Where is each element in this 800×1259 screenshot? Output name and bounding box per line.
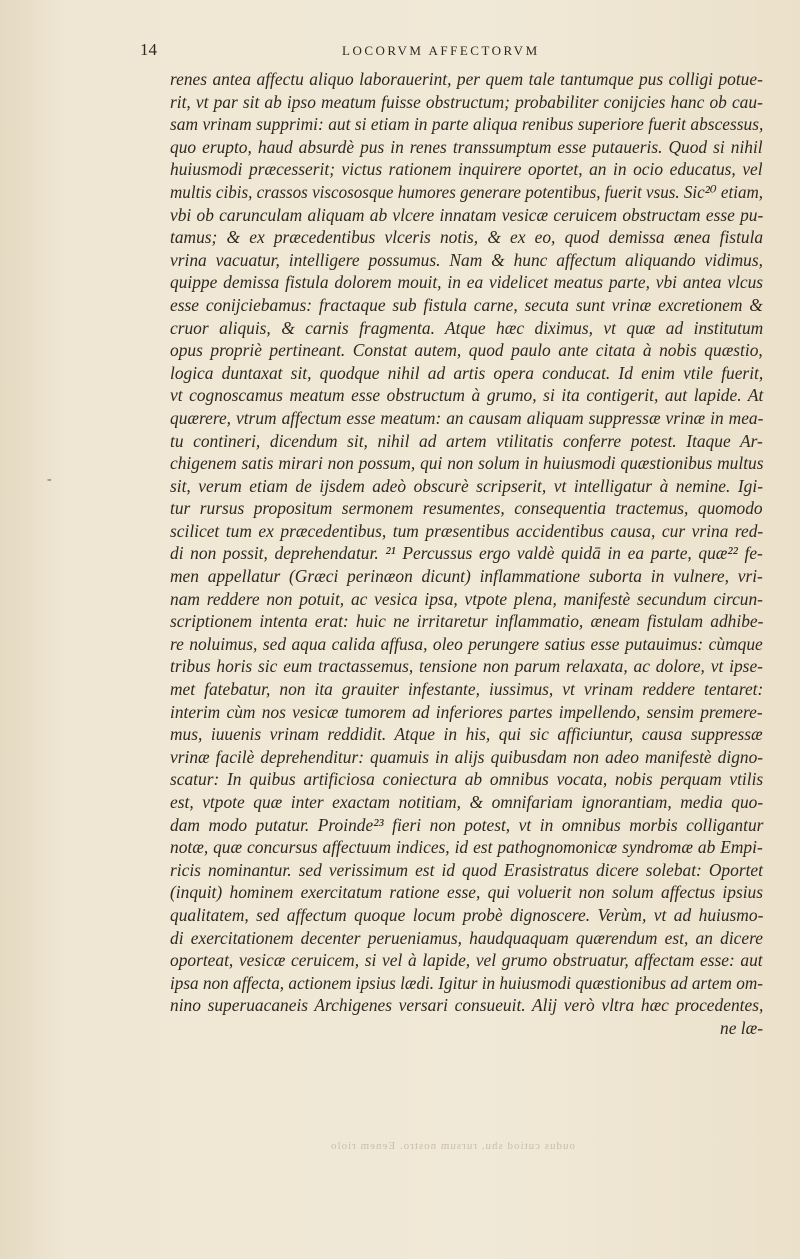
text-line: ricis nominantur. sed verissimum est id quod Erasistratus dicere solebat: Oportet — [170, 859, 763, 880]
text-line: esse conijciebamus: fractaque sub fistula carne, secuta sunt vrinæ excretionem & — [170, 294, 763, 315]
text-line: huiusmodi præcesserit; victus rationem inquirere oportet, an in ocio educatus, vel — [170, 159, 763, 180]
text-line: tu contineri, dicendum sit, nihil ad artem vtilitatis conferre potest. Itaque Ar- — [170, 430, 763, 451]
text-line: di exercitationem decenter perueniamus, haudquaquam quærendum est, an dicere — [170, 927, 763, 948]
running-head — [140, 38, 760, 64]
text-line: quippe demissa fistula dolorem mouit, in ea videlicet meatus parte, vbi antea vlcus — [170, 272, 764, 293]
text-line: multis cibis, crassos viscososque humores generare potentibus, fuerit vsus. Sic²⁰ etiam, — [170, 181, 764, 202]
text-line: mus, iuuenis vrinam reddidit. Atque in his, qui sic afficiuntur, causa suppressæ — [170, 724, 763, 745]
text-line: oporteat, vesicæ ceruicem, si vel à lapide, vel grumo obstruatur, affectam esse: aut — [170, 950, 763, 971]
text-line: tamus; & ex præcedentibus vlceris notis, & ex eo, quod demissa ænea fistula — [170, 227, 764, 248]
text-line: logica duntaxat sit, quodque nihil ad artis opera conducat. Id enim vtile fuerit, — [170, 362, 764, 383]
text-line: scriptionem intenta erat: huic ne irritaretur inflammatio, æneam fistulam adhibe- — [170, 611, 764, 632]
text-line: di non possit, deprehendatur. ²¹ Percussus ergo valdè quidā in ea parte, quæ²² fe- — [170, 543, 763, 564]
text-line: scatur: In quibus artificiosa coniectura ab omnibus vocata, nobis perquam vtilis — [170, 769, 764, 790]
marginal-mark: - — [47, 472, 52, 487]
text-line: cruor aliquis, & carnis fragmenta. Atque hæc diximus, vt quæ ad institutum — [170, 317, 764, 338]
text-line: ne læ- — [720, 1017, 763, 1038]
text-line: nino superuacaneis Archigenes versari consueuit. Alij verò vltra hæc procedentes, — [170, 995, 764, 1016]
text-line: sit, verum etiam de ijsdem adeò obscurè scripserit, vt intelligatur à nemine. Igi- — [170, 475, 763, 496]
text-line: quærere, vtrum affectum esse meatum: an causam aliquam suppressæ vrinæ in mea- — [170, 407, 764, 428]
header-title: LOCORVM AFFECTORVM — [342, 43, 540, 58]
text-line: men appellatur (Græci perinæon dicunt) inflammatione suborta in vulnere, vri- — [170, 566, 763, 587]
text-line: vbi ob carunculam aliquam ab vlcere innatam vesicæ ceruicem obstructam esse pu- — [170, 204, 764, 225]
text-line: sam vrinam supprimi: aut si etiam in parte aliqua renibus superiore fuerit abscessus, — [170, 114, 764, 135]
bleed-through-text: oudus cutiod shu. rursum nostro. Eenem riolo — [330, 1140, 576, 1152]
text-line: met fatebatur, non ita grauiter infestante, iussimus, vt vrinam reddere tentaret: — [170, 679, 764, 700]
text-line: quo erupto, haud absurdè pus in renes transsumptum esse putaueris. Quod si nihil — [170, 136, 763, 157]
text-line: re noluimus, sed aqua calida affusa, oleo perungere satius esse putauimus: cùmque — [170, 633, 763, 654]
text-line: renes antea affectu aliquo laborauerint, per quem tale tantumque pus colligi potue- — [170, 69, 763, 89]
text-line: (inquit) hominem exercitatum ratione esse, qui voluerit non solum affectus ipsius — [170, 882, 764, 903]
text-line: est, vtpote quæ inter exactam notitiam, & omnifariam ignorantiam, media quo- — [170, 792, 764, 812]
text-line: rit, vt par sit ab ipso meatum fuisse obstructum; probabiliter conijcies hanc ob cau- — [170, 91, 763, 112]
text-line: scilicet tum ex præcedentibus, tum præsentibus accidentibus causa, cur vrina red- — [170, 520, 764, 541]
text-line: notæ, quæ concursus affectuum indices, id est pathognomonicæ syndromæ ab Empi- — [170, 837, 763, 858]
text-line: vrina vacuatur, intelligere possumus. Nam & hunc affectum aliquando vidimus, — [170, 249, 763, 270]
text-line: interim cùm nos vesicæ tumorem ad inferiores partes impellendo, sensim premere- — [170, 701, 763, 722]
text-line: ipsa non affecta, actionem ipsius lædi. Igitur in huiusmodi quæstionibus ad artem om- — [170, 972, 763, 993]
text-line: vt cognoscamus meatum esse obstructum à grumo, si ita contigerit, aut lapide. At — [170, 385, 764, 406]
text-line: dam modo putatur. Proinde²³ fieri non potest, vt in omnibus morbis colligantur — [170, 814, 764, 835]
text-line: qualitatem, sed affectum quoque locum probè dignoscere. Verùm, vt ad huiusmo- — [170, 904, 764, 925]
text-line: tur rursus propositum sermonem resumentes, consequentia tractemus, quomodo — [170, 498, 763, 519]
text-line: nam reddere non potuit, ac vesica ipsa, vtpote plena, manifestè secundum circun- — [170, 588, 763, 609]
body-text — [170, 68, 763, 1040]
page-number: 14 — [140, 40, 157, 59]
text-line: vrinæ facilè deprehenditur: quamuis in alijs quibusdam non adeo manifestè digno- — [170, 746, 764, 767]
text-line: opus propriè pertineant. Constat autem, quod paulo ante citata à nobis quæstio, — [170, 340, 763, 361]
text-line: chigenem satis mirari non possum, qui non solum in huiusmodi quæstionibus multus — [170, 453, 764, 474]
text-line: tribus horis sic eum tractassemus, tensione non parum relaxata, ac dolore, vt ipse- — [170, 656, 763, 677]
